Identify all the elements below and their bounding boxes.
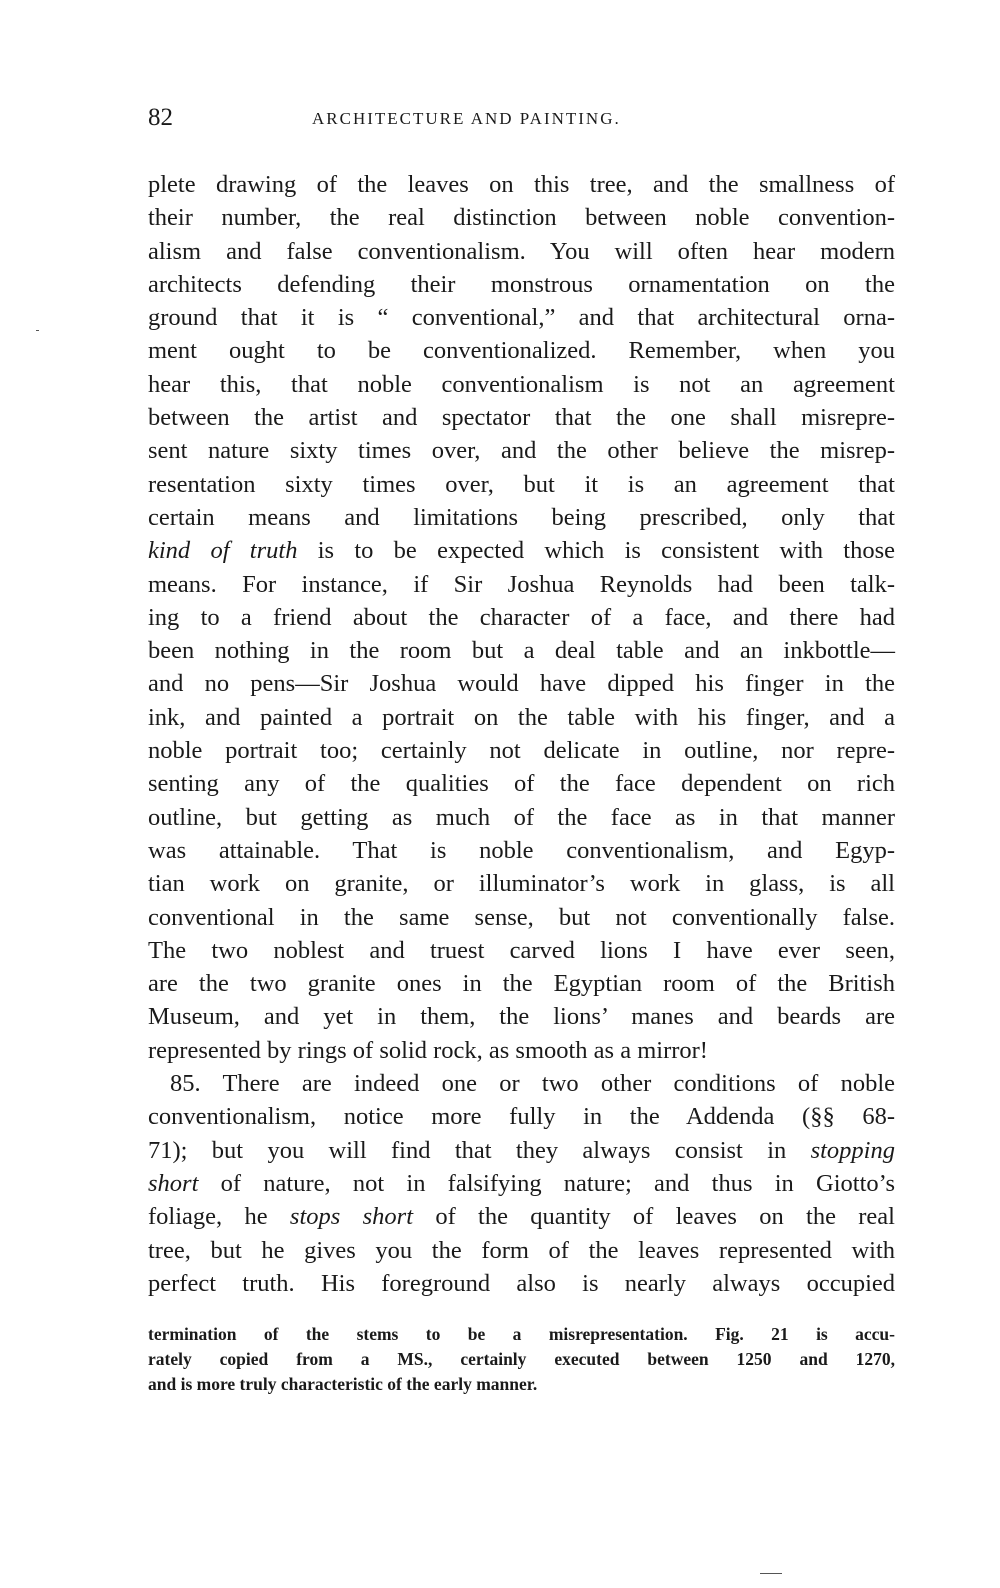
text-segment: sent nature sixty times over, and the other believe the misrep- xyxy=(148,437,895,465)
italic-text: short xyxy=(148,1169,199,1197)
text-segment: represented by rings of solid rock, as smooth as a mirror! xyxy=(148,1036,708,1064)
text-segment: tree, but he gives you the form of the leaves represented with xyxy=(148,1236,895,1264)
text-segment: foliage, he xyxy=(148,1203,290,1231)
text-segment: of nature, not in falsifying nature; and thus in Giotto’s xyxy=(198,1169,895,1197)
text-segment: and no pens—Sir Joshua would have dipped his finger in the xyxy=(148,670,895,698)
text-line xyxy=(148,434,895,467)
text-segment: 85. There are indeed one or two other conditions of noble xyxy=(170,1070,895,1098)
text-segment: tian work on granite, or illuminator’s work in glass, is all xyxy=(148,870,895,898)
text-segment: hear this, that noble conventionalism is not an agreement xyxy=(148,370,895,398)
italic-text: stopping xyxy=(810,1136,895,1164)
text-line xyxy=(148,1034,895,1067)
text-segment: The two noblest and truest carved lions I have ever seen, xyxy=(148,936,895,964)
text-segment: conventionalism, notice more fully in the Addenda (§§ 68- xyxy=(148,1103,895,1131)
scan-speck xyxy=(36,330,39,331)
text-segment: means. For instance, if Sir Joshua Reynolds had been talk- xyxy=(148,570,895,598)
text-line xyxy=(148,534,895,567)
text-line xyxy=(148,1000,895,1033)
text-segment: senting any of the qualities of the face dependent on rich xyxy=(148,770,895,798)
text-segment: are the two granite ones in the Egyptian room of the British xyxy=(148,970,895,998)
text-segment: outline, but getting as much of the face as in that manner xyxy=(148,803,895,831)
footnote-line: and is more truly characteristic of the early manner. xyxy=(148,1374,538,1394)
text-line xyxy=(148,201,895,234)
italic-text: kind of truth xyxy=(148,537,298,565)
text-segment: perfect truth. His foreground also is nearly always occupied xyxy=(148,1269,895,1297)
text-segment: resentation sixty times over, but it is an agreement that xyxy=(148,470,895,498)
text-line xyxy=(148,1234,895,1267)
text-line xyxy=(148,1267,895,1300)
text-line xyxy=(148,168,895,201)
text-line xyxy=(148,634,895,667)
body-text xyxy=(148,168,895,1300)
text-line xyxy=(148,401,895,434)
text-line xyxy=(148,501,895,534)
text-line xyxy=(148,1167,895,1200)
text-line xyxy=(148,801,895,834)
text-line xyxy=(148,701,895,734)
text-segment: 71); but you will find that they always consist in xyxy=(148,1136,811,1164)
text-line xyxy=(148,601,895,634)
text-segment: architects defending their monstrous ornamentation on the xyxy=(148,270,895,298)
text-segment: alism and false conventionalism. You will often hear modern xyxy=(148,237,895,265)
text-segment: was attainable. That is noble conventionalism, and Egyp- xyxy=(148,836,895,864)
text-line xyxy=(148,834,895,867)
text-segment: ground that it is “ conventional,” and that architectural orna- xyxy=(148,304,895,332)
text-segment: ing to a friend about the character of a face, and there had xyxy=(148,603,895,631)
text-segment: between the artist and spectator that the one shall misrepre- xyxy=(148,404,895,432)
text-segment: certain means and limitations being prescribed, only that xyxy=(148,503,895,531)
text-segment: Museum, and yet in them, the lions’ manes and beards are xyxy=(148,1003,895,1031)
footnote xyxy=(148,1322,895,1397)
text-line xyxy=(148,967,895,1000)
footnote-line: termination of the stems to be a misrepresentation. Fig. 21 is accu- xyxy=(148,1324,895,1344)
text-line xyxy=(148,901,895,934)
text-line xyxy=(148,934,895,967)
text-line xyxy=(148,568,895,601)
text-line xyxy=(148,368,895,401)
text-segment: been nothing in the room but a deal table and an inkbottle— xyxy=(148,637,895,665)
text-line xyxy=(148,867,895,900)
text-line xyxy=(148,667,895,700)
running-title: ARCHITECTURE AND PAINTING. xyxy=(312,109,621,128)
text-segment: ment ought to be conventionalized. Remember, when you xyxy=(148,337,895,365)
text-segment: their number, the real distinction between noble convention- xyxy=(148,204,895,232)
text-line xyxy=(148,1134,895,1167)
text-segment: conventional in the same sense, but not conventionally false. xyxy=(148,903,895,931)
footnote-line: rately copied from a MS., certainly executed between 1250 and 1270, xyxy=(148,1349,895,1369)
text-line xyxy=(148,334,895,367)
text-segment: ink, and painted a portrait on the table with his finger, and a xyxy=(148,703,895,731)
text-segment: noble portrait too; certainly not delicate in outline, nor repre- xyxy=(148,737,895,765)
text-line xyxy=(148,1200,895,1233)
text-line xyxy=(148,767,895,800)
italic-text: stops short xyxy=(289,1203,413,1231)
text-segment: plete drawing of the leaves on this tree, and the smallness of xyxy=(148,171,895,198)
text-line xyxy=(148,468,895,501)
text-line xyxy=(148,1067,895,1100)
text-line xyxy=(148,301,895,334)
text-line xyxy=(148,235,895,268)
text-line xyxy=(148,1100,895,1133)
text-line xyxy=(148,734,895,767)
text-segment: is to be expected which is consistent with those xyxy=(297,537,895,565)
text-segment: of the quantity of leaves on the real xyxy=(413,1203,895,1231)
scan-speck xyxy=(760,1573,782,1574)
text-line xyxy=(148,268,895,301)
page-number: 82 xyxy=(148,104,173,131)
